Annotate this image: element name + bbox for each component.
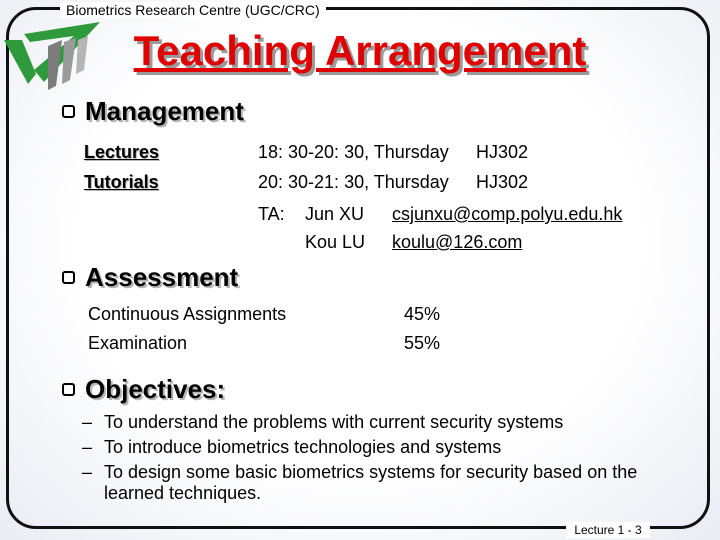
lectures-room: HJ302	[476, 142, 529, 162]
assessment-heading	[62, 262, 238, 293]
dash-bullet: –	[82, 462, 93, 482]
tutorials-time: 20: 30-21: 30, Thursday	[258, 172, 449, 192]
assessment-heading-text: Assessment	[85, 262, 239, 292]
assessment-item-label: Continuous Assignments	[88, 304, 287, 324]
ta-label: TA:	[258, 204, 285, 224]
objectives-heading	[62, 374, 225, 405]
lectures-time: 18: 30-20: 30, Thursday	[258, 142, 449, 162]
square-bullet-icon	[62, 383, 75, 396]
assessment-item-label: Examination	[88, 333, 188, 353]
objectives-heading-text: Objectives:	[85, 374, 226, 404]
objective-item: To introduce biometrics technologies and systems	[104, 437, 502, 457]
tutorials-room: HJ302	[476, 172, 529, 192]
management-heading	[62, 96, 244, 127]
management-heading-text: Management	[85, 96, 244, 126]
square-bullet-icon	[62, 105, 75, 118]
objective-item: To design some basic biometrics systems for security based on the learned techniques.	[104, 462, 638, 503]
ta-email-1-link[interactable]: csjunxu@comp.polyu.edu.hk	[392, 204, 623, 224]
ta-name-1: Jun XU	[305, 204, 365, 224]
ta-email-2-link[interactable]: koulu@126.com	[392, 232, 523, 252]
lectures-label: Lectures	[84, 142, 160, 162]
slide-number: Lecture 1 - 3	[566, 522, 650, 538]
objective-item: To understand the problems with current security systems	[104, 412, 564, 432]
assessment-item-weight: 45%	[404, 304, 441, 324]
square-bullet-icon	[62, 271, 75, 284]
organization-label: Biometrics Research Centre (UGC/CRC)	[60, 2, 326, 18]
dash-bullet: –	[82, 437, 93, 457]
slide-title: Teaching Arrangement	[133, 27, 587, 74]
dash-bullet: –	[82, 412, 93, 432]
tutorials-label: Tutorials	[84, 172, 159, 192]
ta-name-2: Kou LU	[305, 232, 366, 252]
assessment-item-weight: 55%	[404, 333, 441, 353]
